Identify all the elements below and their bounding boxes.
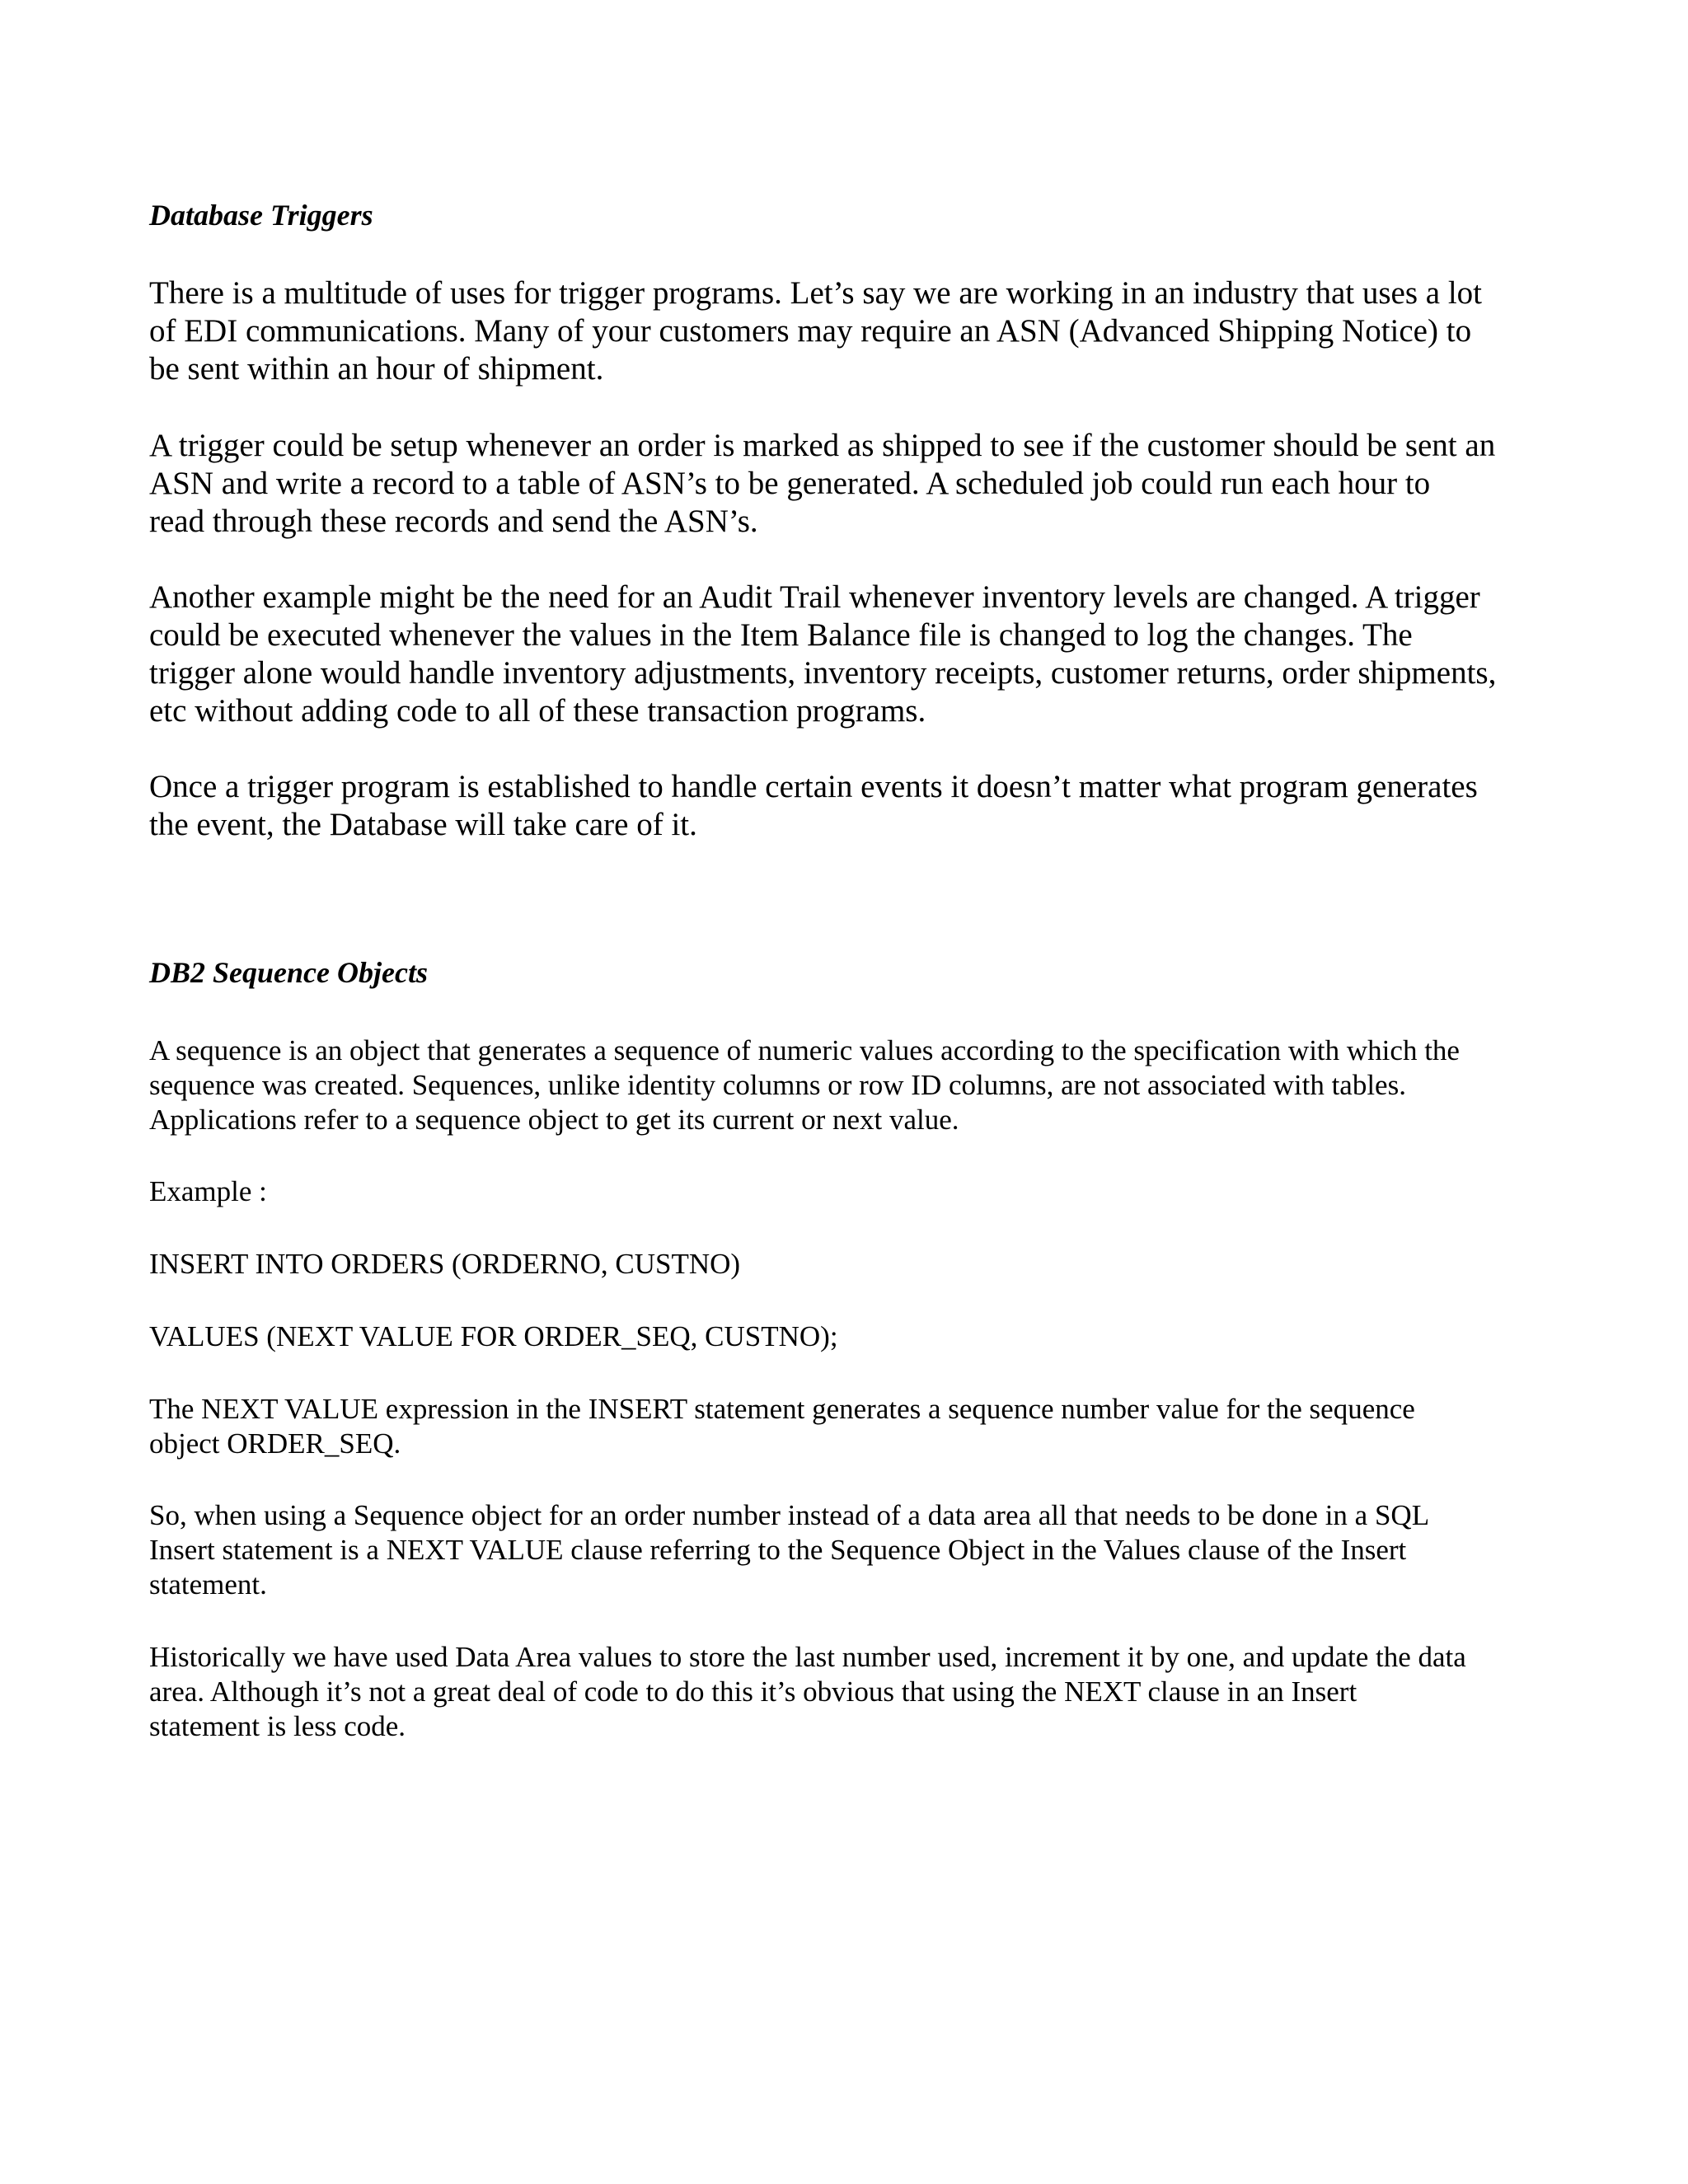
text-line: could be executed whenever the values in the Item Balance file is changed to log the changes. The: [149, 617, 1413, 653]
text-line: Example :: [149, 1175, 267, 1207]
paragraph-asn-trigger: [149, 427, 1495, 541]
text-line: A trigger could be setup whenever an order is marked as shipped to see if the customer should be sent an: [149, 428, 1496, 463]
text-line: area. Although it’s not a great deal of code to do this it’s obvious that using the NEXT clause in an Insert: [149, 1675, 1357, 1708]
text-line: sequence was created. Sequences, unlike identity columns or row ID columns, are not associated with tables.: [149, 1069, 1406, 1101]
text-line: trigger alone would handle inventory adjustments, inventory receipts, customer returns, order shipments,: [149, 655, 1497, 691]
section-heading-db2-sequence-objects: DB2 Sequence Objects: [149, 956, 428, 989]
text-line: Once a trigger program is established to handle certain events it doesn’t matter what program generates: [149, 769, 1478, 804]
text-line: statement is less code.: [149, 1710, 406, 1742]
text-line: So, when using a Sequence object for an order number instead of a data area all that needs to be done in a SQL: [149, 1499, 1430, 1531]
text-line: VALUES (NEXT VALUE FOR ORDER_SEQ, CUSTNO);: [149, 1320, 838, 1352]
code-insert-statement: [149, 1247, 740, 1282]
paragraph-example-label: [149, 1174, 267, 1209]
text-line: The NEXT VALUE expression in the INSERT statement generates a sequence number value for the sequence: [149, 1393, 1415, 1425]
section-heading-database-triggers: Database Triggers: [149, 199, 373, 232]
text-line: Applications refer to a sequence object to get its current or next value.: [149, 1104, 959, 1136]
text-line: Another example might be the need for an Audit Trail whenever inventory levels are changed. A trigger: [149, 579, 1480, 615]
text-line: INSERT INTO ORDERS (ORDERNO, CUSTNO): [149, 1248, 741, 1280]
text-line: object ORDER_SEQ.: [149, 1427, 401, 1460]
text-line: A sequence is an object that generates a sequence of numeric values according to the specification with which the: [149, 1034, 1460, 1066]
paragraph-trigger-uses: [149, 274, 1482, 388]
text-line: read through these records and send the ASN’s.: [149, 504, 758, 539]
code-values-statement: [149, 1319, 838, 1354]
paragraph-audit-trail: [149, 579, 1496, 730]
text-line: of EDI communications. Many of your customers may require an ASN (Advanced Shipping Notice) to: [149, 313, 1472, 349]
text-line: be sent within an hour of shipment.: [149, 351, 604, 387]
text-line: Historically we have used Data Area values to store the last number used, increment it by one, and update the data: [149, 1641, 1466, 1673]
text-line: etc without adding code to all of these transaction programs.: [149, 693, 926, 729]
text-line: ASN and write a record to a table of ASN’s to be generated. A scheduled job could run each hour to: [149, 466, 1431, 501]
text-line: statement.: [149, 1568, 267, 1601]
paragraph-trigger-established: [149, 768, 1478, 844]
text-line: the event, the Database will take care of it.: [149, 807, 697, 842]
paragraph-data-area-history: [149, 1640, 1466, 1744]
paragraph-next-value-explanation: [149, 1392, 1415, 1461]
paragraph-sequence-order-number: [149, 1498, 1429, 1602]
paragraph-sequence-definition: [149, 1033, 1460, 1137]
text-line: Insert statement is a NEXT VALUE clause referring to the Sequence Object in the Values clause of the Insert: [149, 1534, 1407, 1566]
text-line: There is a multitude of uses for trigger programs. Let’s say we are working in an industry that uses a lot: [149, 275, 1483, 311]
